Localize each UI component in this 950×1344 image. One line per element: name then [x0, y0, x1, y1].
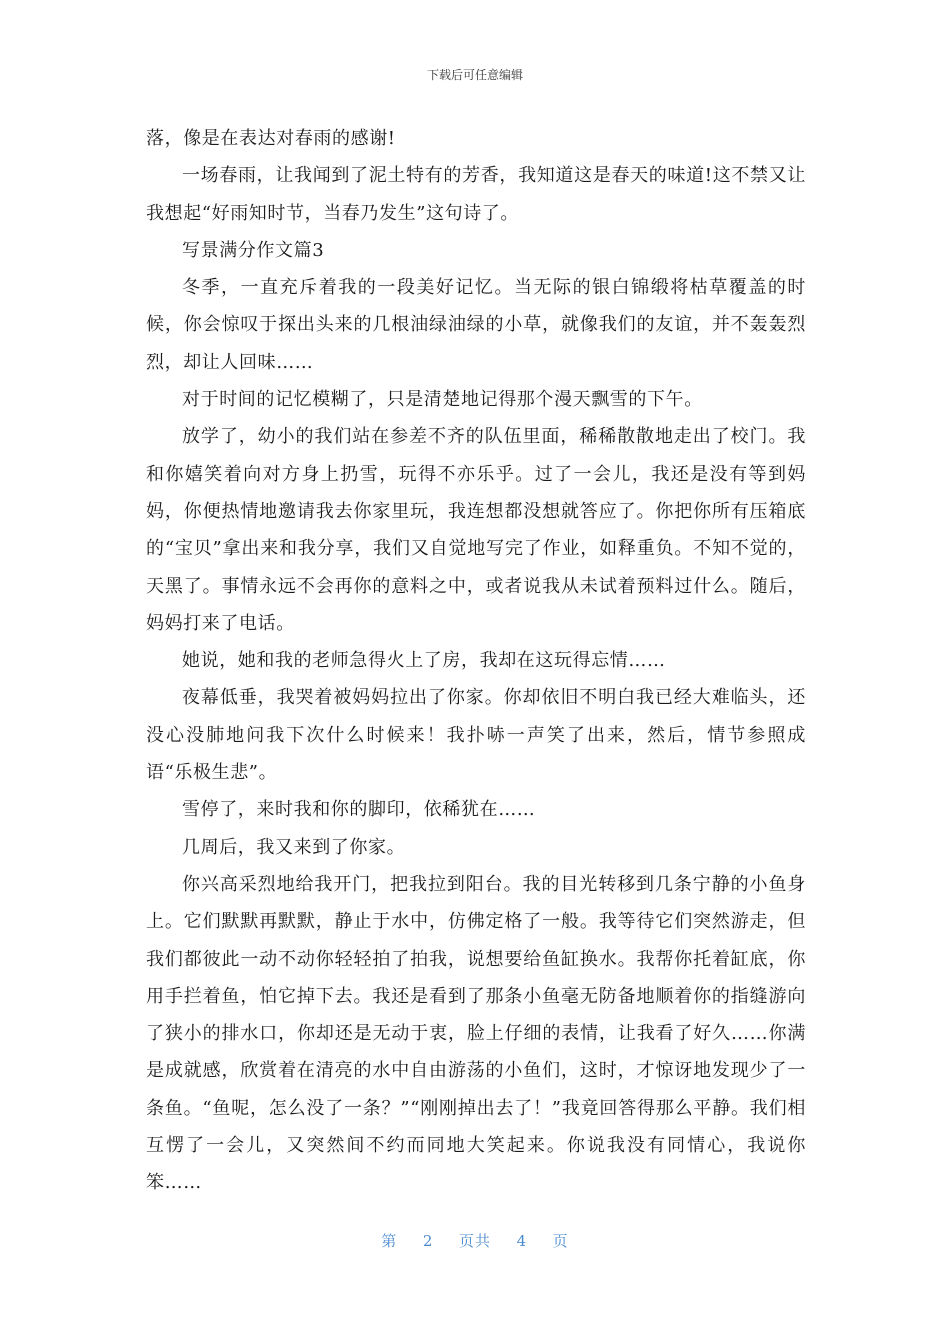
footer-suffix: 页 — [552, 1232, 569, 1250]
paragraph: 她说，她和我的老师急得火上了房，我却在这玩得忘情…… — [182, 650, 666, 672]
paragraph: 落，像是在表达对春雨的感谢! — [146, 128, 396, 149]
article-body — [146, 120, 806, 1202]
paragraph: 对于时间的记忆模糊了，只是清楚地记得那个漫天飘雪的下午。 — [182, 389, 703, 411]
paragraph: 你兴高采烈地给我开门，把我拉到阳台。我的目光转移到几条宁静的小鱼身上。它们默默再默默，静止于水中，仿佛定格了一般。我等待它们突然游走，但我们都彼此一动不动你轻轻拍了拍我，说想要给鱼缸换水。我帮你托着缸底，你用手拦着鱼，怕它掉下去。我还是看到了那条小鱼毫无防备地顺着你的指缝游向了狭小的排水口，你却还是无动于衷，脸上仔细的表情，让我看了好久……你满是成就感，欣赏着在清亮的水中自由游荡的小鱼们，这时，才惊讶地发现少了一条鱼。“鱼呢，怎么没了一条？”“刚刚掉出去了！”我竟回答得那么平静。我们相互愣了一会儿，又突然间不约而同地大笑起来。你说我没有同情心，我说你笨…… — [146, 873, 806, 1194]
current-page-number: 2 — [422, 1232, 434, 1250]
footer-prefix: 第 — [381, 1232, 398, 1250]
paragraph: 几周后，我又来到了你家。 — [182, 836, 406, 858]
footer-middle: 页共 — [458, 1232, 491, 1250]
paragraph: 雪停了，来时我和你的脚印，依稀犹在…… — [182, 799, 536, 821]
section-title: 写景满分作文篇3 — [182, 239, 325, 261]
page-footer — [0, 1230, 950, 1251]
paragraph: 一场春雨，让我闻到了泥土特有的芳香，我知道这是春天的味道!这不禁又让我想起“好雨知时节，当春乃发生”这句诗了。 — [146, 165, 806, 224]
paragraph: 夜幕低垂，我哭着被妈妈拉出了你家。你却依旧不明白我已经大难临头，还没心没肺地问我下次什么时候来！我扑哧一声笑了出来，然后，情节参照成语“乐极生悲”。 — [146, 687, 806, 784]
paragraph: 冬季，一直充斥着我的一段美好记忆。当无际的银白锦缎将枯草覆盖的时候，你会惊叹于探出头来的几根油绿油绿的小草，就像我们的友谊，并不轰轰烈烈，却让人回味…… — [146, 277, 806, 373]
total-pages-number: 4 — [516, 1232, 528, 1250]
paragraph: 放学了，幼小的我们站在参差不齐的队伍里面，稀稀散散地走出了校门。我和你嬉笑着向对方身上扔雪，玩得不亦乐乎。过了一会儿，我还是没有等到妈妈，你便热情地邀请我去你家里玩，我连想都没想就答应了。你把你所有压箱底的“宝贝”拿出来和我分享，我们又自觉地写完了作业，如释重负。不知不觉的，天黑了。事情永远不会再你的意料之中，或者说我从未试着预料过什么。随后，妈妈打来了电话。 — [146, 426, 806, 634]
page-header: 下载后可任意编辑 — [426, 68, 523, 82]
